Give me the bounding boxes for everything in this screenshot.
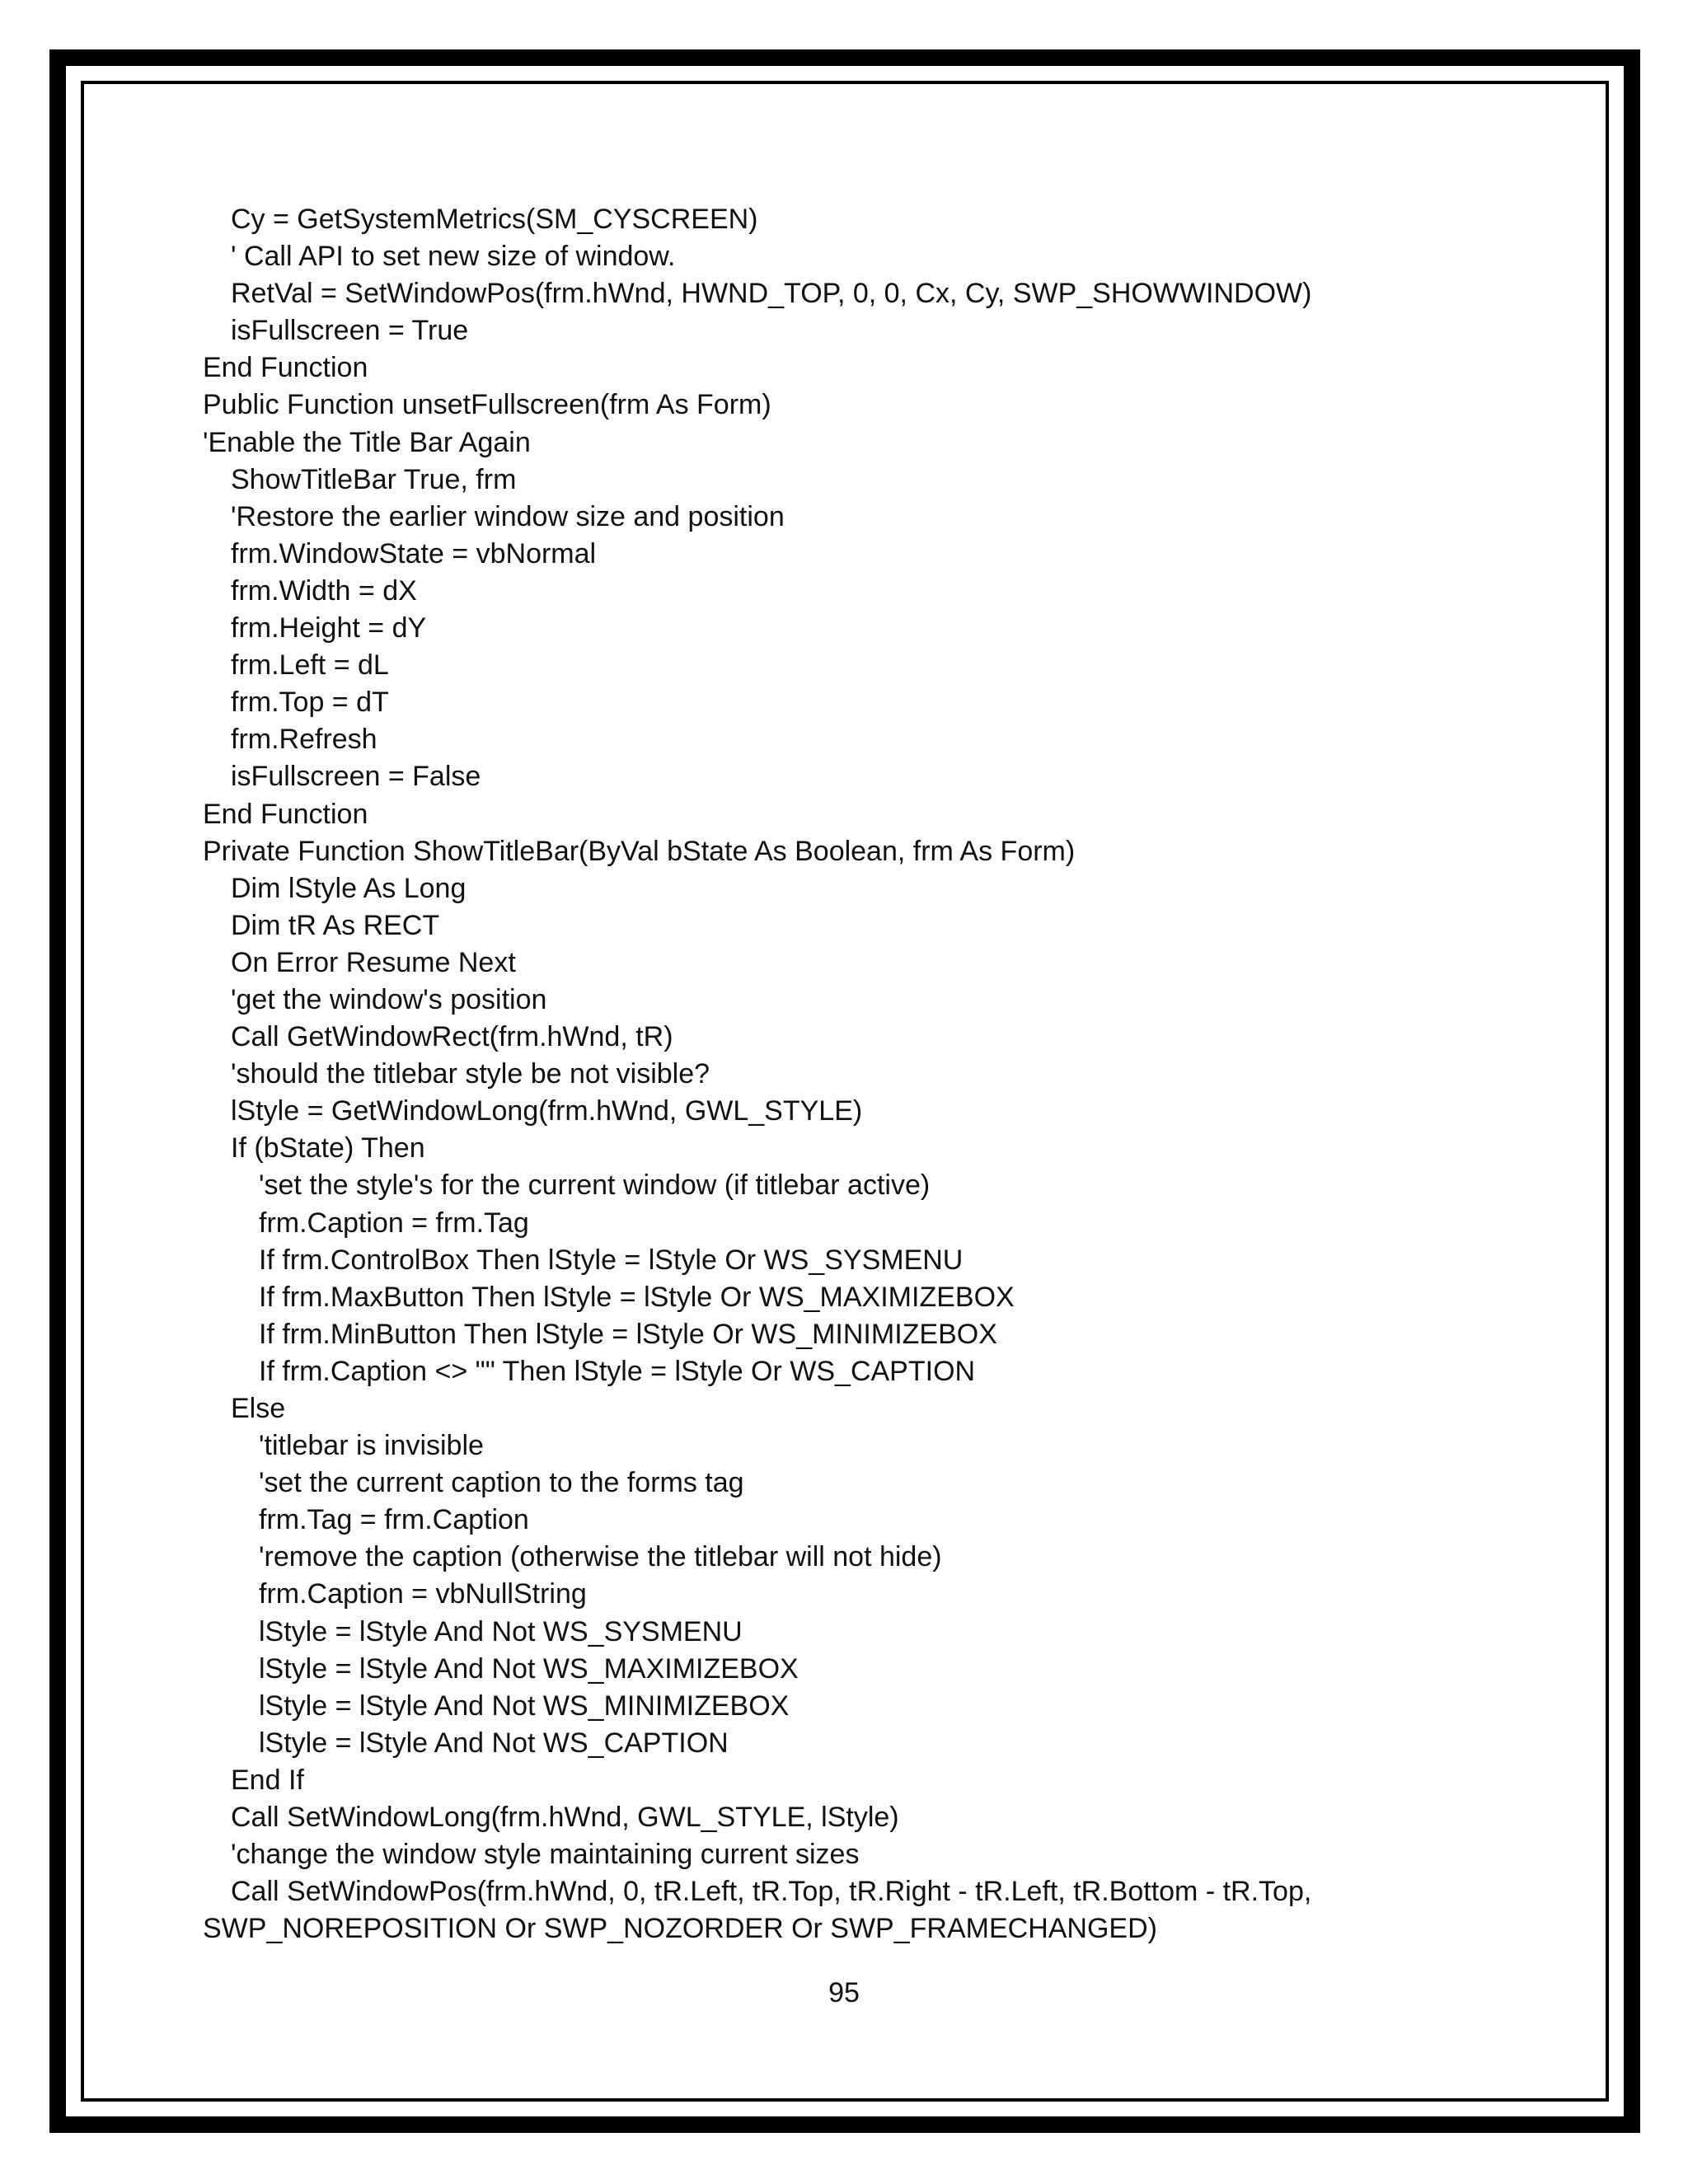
code-line: 'should the titlebar style be not visible? (231, 1058, 710, 1090)
code-line: 'Enable the Title Bar Again (203, 426, 531, 458)
code-line: 'set the current caption to the forms tag (259, 1467, 744, 1499)
code-line: frm.WindowState = vbNormal (231, 537, 597, 569)
code-line: 'change the window style maintaining current sizes (231, 1839, 860, 1871)
code-line: Call GetWindowRect(frm.hWnd, tR) (231, 1021, 673, 1053)
code-line: lStyle = lStyle And Not WS_SYSMENU (259, 1615, 743, 1647)
code-line: frm.Height = dY (231, 612, 427, 644)
code-line: isFullscreen = False (231, 761, 481, 793)
code-line: If (bState) Then (231, 1132, 425, 1165)
code-line: On Error Resume Next (231, 946, 516, 978)
code-line: 'titlebar is invisible (259, 1430, 484, 1462)
code-line: frm.Top = dT (231, 687, 389, 719)
code-line: lStyle = lStyle And Not WS_MINIMIZEBOX (259, 1690, 790, 1722)
code-line: frm.Left = dL (231, 649, 389, 682)
code-line: End If (231, 1764, 304, 1796)
code-line: Dim tR As RECT (231, 909, 440, 941)
code-line: isFullscreen = True (231, 315, 469, 347)
code-line: lStyle = lStyle And Not WS_MAXIMIZEBOX (259, 1652, 799, 1685)
code-line: Cy = GetSystemMetrics(SM_CYSCREEN) (231, 204, 758, 235)
code-line: SWP_NOREPOSITION Or SWP_NOZORDER Or SWP_FRAMECHANGED) (203, 1913, 1157, 1945)
code-line: frm.Caption = vbNullString (259, 1578, 587, 1610)
code-line: frm.Width = dX (231, 574, 417, 607)
code-line: 'remove the caption (otherwise the titlebar will not hide) (259, 1541, 942, 1573)
code-line: Private Function ShowTitleBar(ByVal bState As Boolean, frm As Form) (203, 835, 1076, 867)
code-line: RetVal = SetWindowPos(frm.hWnd, HWND_TOP, 0, 0, Cx, Cy, SWP_SHOWWINDOW) (231, 278, 1312, 310)
code-line: End Function (203, 352, 368, 384)
code-line: ShowTitleBar True, frm (231, 463, 517, 495)
code-listing (203, 201, 1554, 1947)
code-line: Else (231, 1393, 286, 1424)
code-line: If frm.MaxButton Then lStyle = lStyle Or WS_MAXIMIZEBOX (259, 1281, 1015, 1313)
code-line: frm.Refresh (231, 724, 377, 756)
code-line: lStyle = GetWindowLong(frm.hWnd, GWL_STYLE) (231, 1095, 863, 1127)
code-line: Call SetWindowPos(frm.hWnd, 0, tR.Left, tR.Top, tR.Right - tR.Left, tR.Bottom - tR.Top, (231, 1876, 1312, 1908)
code-line: If frm.Caption <> "" Then lStyle = lStyle Or WS_CAPTION (259, 1355, 976, 1387)
code-line: 'get the window's position (231, 983, 547, 1015)
code-line: If frm.ControlBox Then lStyle = lStyle Or WS_SYSMENU (259, 1244, 964, 1276)
code-line: lStyle = lStyle And Not WS_CAPTION (259, 1727, 729, 1759)
code-line: frm.Caption = frm.Tag (259, 1207, 529, 1239)
code-line: 'Restore the earlier window size and position (231, 500, 785, 532)
code-line: frm.Tag = frm.Caption (259, 1504, 529, 1536)
code-line: Call SetWindowLong(frm.hWnd, GWL_STYLE, lStyle) (231, 1802, 899, 1834)
code-line: End Function (203, 798, 368, 830)
code-line: Public Function unsetFullscreen(frm As Form) (203, 389, 771, 421)
code-line: 'set the style's for the current window (if titlebar active) (259, 1169, 931, 1202)
code-line: If frm.MinButton Then lStyle = lStyle Or WS_MINIMIZEBOX (259, 1318, 997, 1350)
code-line: ' Call API to set new size of window. (231, 241, 676, 273)
page-number: 95 (828, 1977, 860, 2008)
code-line: Dim lStyle As Long (231, 872, 467, 904)
